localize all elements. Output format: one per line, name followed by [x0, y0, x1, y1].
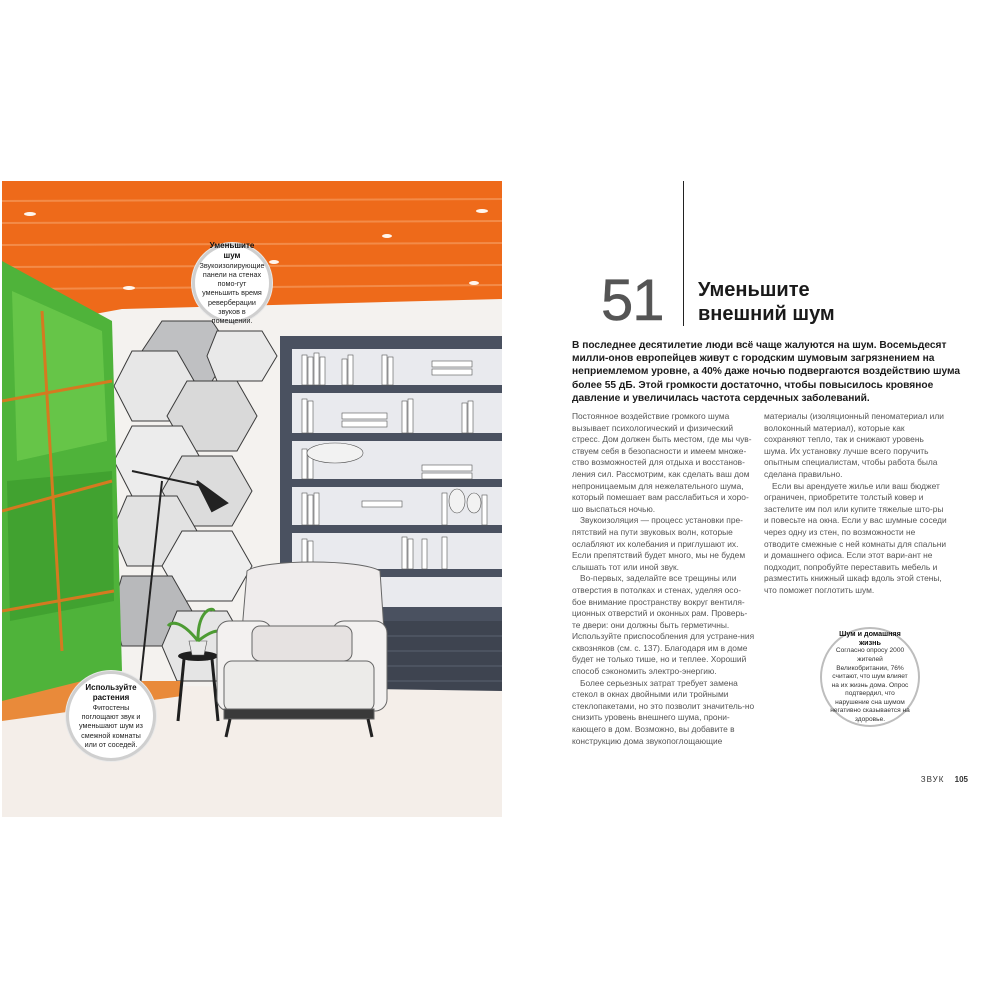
callout-use-plants [66, 671, 156, 761]
callout-title: Используйте растения [85, 682, 137, 702]
paragraph: Звукоизоляция — процесс установки пре-пятствий на пути звуковых волн, которые ослабляют их колебания и приглушают их. Если препятствий будет много, мы не будем слышать тот или иной звук. [572, 515, 746, 572]
callout-title: Уменьшите шум [209, 240, 255, 260]
page-number: 105 [954, 775, 968, 784]
paragraph: Если вы арендуете жилье или ваш бюджет ограничен, приобретите толстый ковер и застелите им пол или купите тяжелые што-ры и повесьте на окна. Если у вас шумные соседи через одну из стен, по возможности не отводите смежные с ней комнаты для спальни и домашнего офиса. Если этот вари-ант не подходит, попробуйте переставить мебель и разместить книжный шкаф вдоль этой стены, что поможет поглотить шум. [764, 480, 947, 595]
page-title [698, 278, 898, 326]
paragraph: Постоянное воздействие громкого шума вызывает психологический и физический стресс. Дом должен быть местом, где мы чув-ствуем себя в безопасности и имеем множе-ство возможностей для отдыха и восстанов-ления сил. Рассмотрим, как сделать ваш дом непроницаемым для нежелательного шума, который помешает вам расслабиться и хоро-шо выспаться ночью. [572, 411, 752, 514]
fact-circle [820, 627, 920, 727]
interior-illustration [2, 181, 502, 817]
fact-title: Шум и домашняя жизнь [839, 629, 901, 648]
title-line-2: внешний шум [698, 303, 835, 325]
body-column-right [764, 411, 947, 597]
plant-wall [2, 261, 122, 701]
tip-number: 51 [601, 268, 664, 333]
title-divider [683, 181, 684, 326]
paragraph: материалы (изоляционный пеноматериал или волоконный материал), которые как сохраняют тепло, так и снижают уровень шума. Их установку лучше всего поручить опытным специалистам, чтобы работа была сделана правильно. [764, 411, 944, 479]
book-spread [2, 181, 998, 817]
page-footer [921, 775, 968, 784]
paragraph: Более серьезных затрат требует замена стекол в окнах двойными или тройными стеклопакетами, но это позволит значитель-но снизить уровень внешнего шума, прони-кающего в дом. Возможно, вы добавите в конструкцию дома звукопоглощающие [572, 677, 755, 746]
callout-body: Фитостены поглощают звук и уменьшают шум из смежной комнаты или от соседей. [79, 702, 143, 749]
callout-body: Звукоизолирующие панели на стенах помо-гут уменьшить время реверберации звуков в помещении. [199, 260, 265, 326]
body-column-left [572, 411, 755, 747]
fact-body: Согласно опросу 2000 жителей Великобритании, 76% считают, что шум влияет на их жизнь дома. Опрос подтвердил, что нарушение сна шумом негативно сказывается на здоровье. [830, 647, 910, 724]
lead-paragraph: В последнее десятилетие люди всё чаще жалуются на шум. Восемьдесят милли-онов европейцев живут с городским шумовым загрязнением на неприемлемом уровне, а 40% даже ночью подвергаются воздействию шума более 55 дБ. Этой громкости достаточно, чтобы повысилось кровяное давление и увеличилась частота сердечных заболеваний. [572, 340, 961, 404]
paragraph: Во-первых, заделайте все трещины или отверстия в потолках и стенах, уделяя осо-бое внимание пространству вокруг вентиля-ционных отверстий и оконных рам. Проверь-те двери: они должны быть герметичны. Используйте приспособления для устране-ния сквозняков (см. с. 137). Благодаря им в доме будет не только тише, но и теплее. Хороший способ сэкономить электро-энергию. [572, 573, 755, 677]
callout-reduce-noise [192, 240, 272, 326]
text-page [502, 181, 998, 817]
section-name: ЗВУК [920, 775, 945, 784]
title-line-1: Уменьшите [698, 279, 810, 301]
